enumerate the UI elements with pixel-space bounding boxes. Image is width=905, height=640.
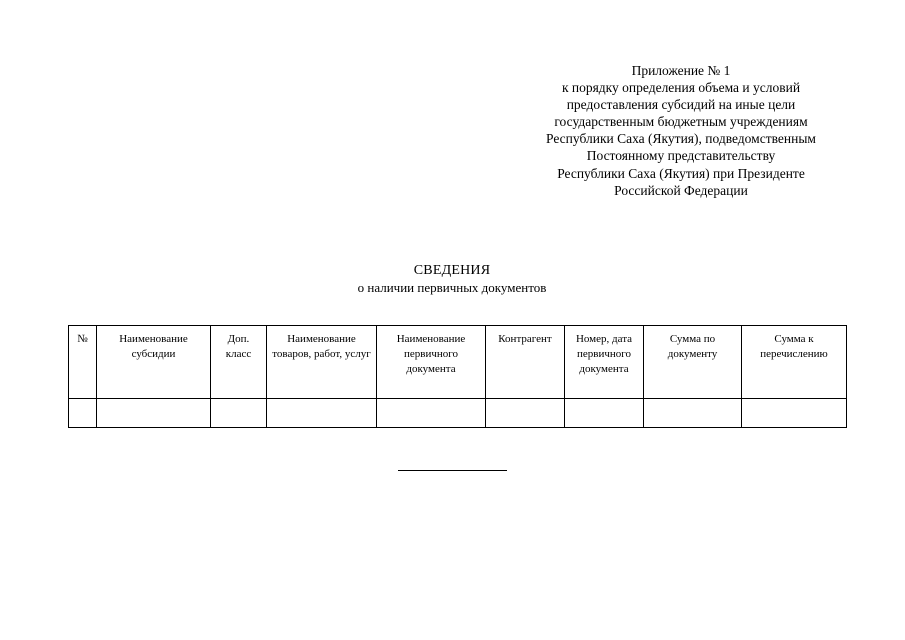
table-cell xyxy=(211,399,267,428)
column-header-goods-name: Наименование товаров, работ, услуг xyxy=(267,326,377,399)
document-subtitle: о наличии первичных документов xyxy=(357,280,547,295)
table-cell xyxy=(69,399,97,428)
appendix-header xyxy=(500,62,862,199)
footer-divider xyxy=(398,470,507,471)
table-cell xyxy=(97,399,211,428)
document-title-block xyxy=(252,262,652,296)
column-header-primary-doc-name: Наименование первичного документа xyxy=(377,326,486,399)
document-title: СВЕДЕНИЯ xyxy=(413,263,491,278)
appendix-line: Республики Саха (Якутия), подведомственным xyxy=(546,131,816,147)
column-header-doc-number-date: Номер, дата первичного документа xyxy=(565,326,644,399)
column-header-extra-class: Доп. класс xyxy=(211,326,267,399)
table-cell xyxy=(644,399,742,428)
appendix-line: Республики Саха (Якутия) при Президенте xyxy=(557,165,805,181)
column-header-subsidy-name: Наименование субсидии xyxy=(97,326,211,399)
appendix-line: предоставления субсидий на иные цели xyxy=(566,97,796,113)
table-cell xyxy=(565,399,644,428)
table-header-row xyxy=(69,326,847,399)
column-header-number: № xyxy=(69,326,97,399)
table-cell xyxy=(486,399,565,428)
column-header-transfer-amount: Сумма к перечислению xyxy=(742,326,847,399)
table-cell xyxy=(377,399,486,428)
table-row xyxy=(69,399,847,428)
documents-table xyxy=(68,325,847,428)
appendix-line: к порядку определения объема и условий xyxy=(561,80,801,96)
appendix-line: Приложение № 1 xyxy=(631,63,731,78)
column-header-doc-amount: Сумма по документу xyxy=(644,326,742,399)
appendix-line: Постоянному представительству xyxy=(586,148,776,164)
column-header-counterparty: Контрагент xyxy=(486,326,565,399)
table-cell xyxy=(742,399,847,428)
appendix-line: государственным бюджетным учреждениям xyxy=(554,114,808,130)
table-cell xyxy=(267,399,377,428)
appendix-line: Российской Федерации xyxy=(614,182,748,198)
